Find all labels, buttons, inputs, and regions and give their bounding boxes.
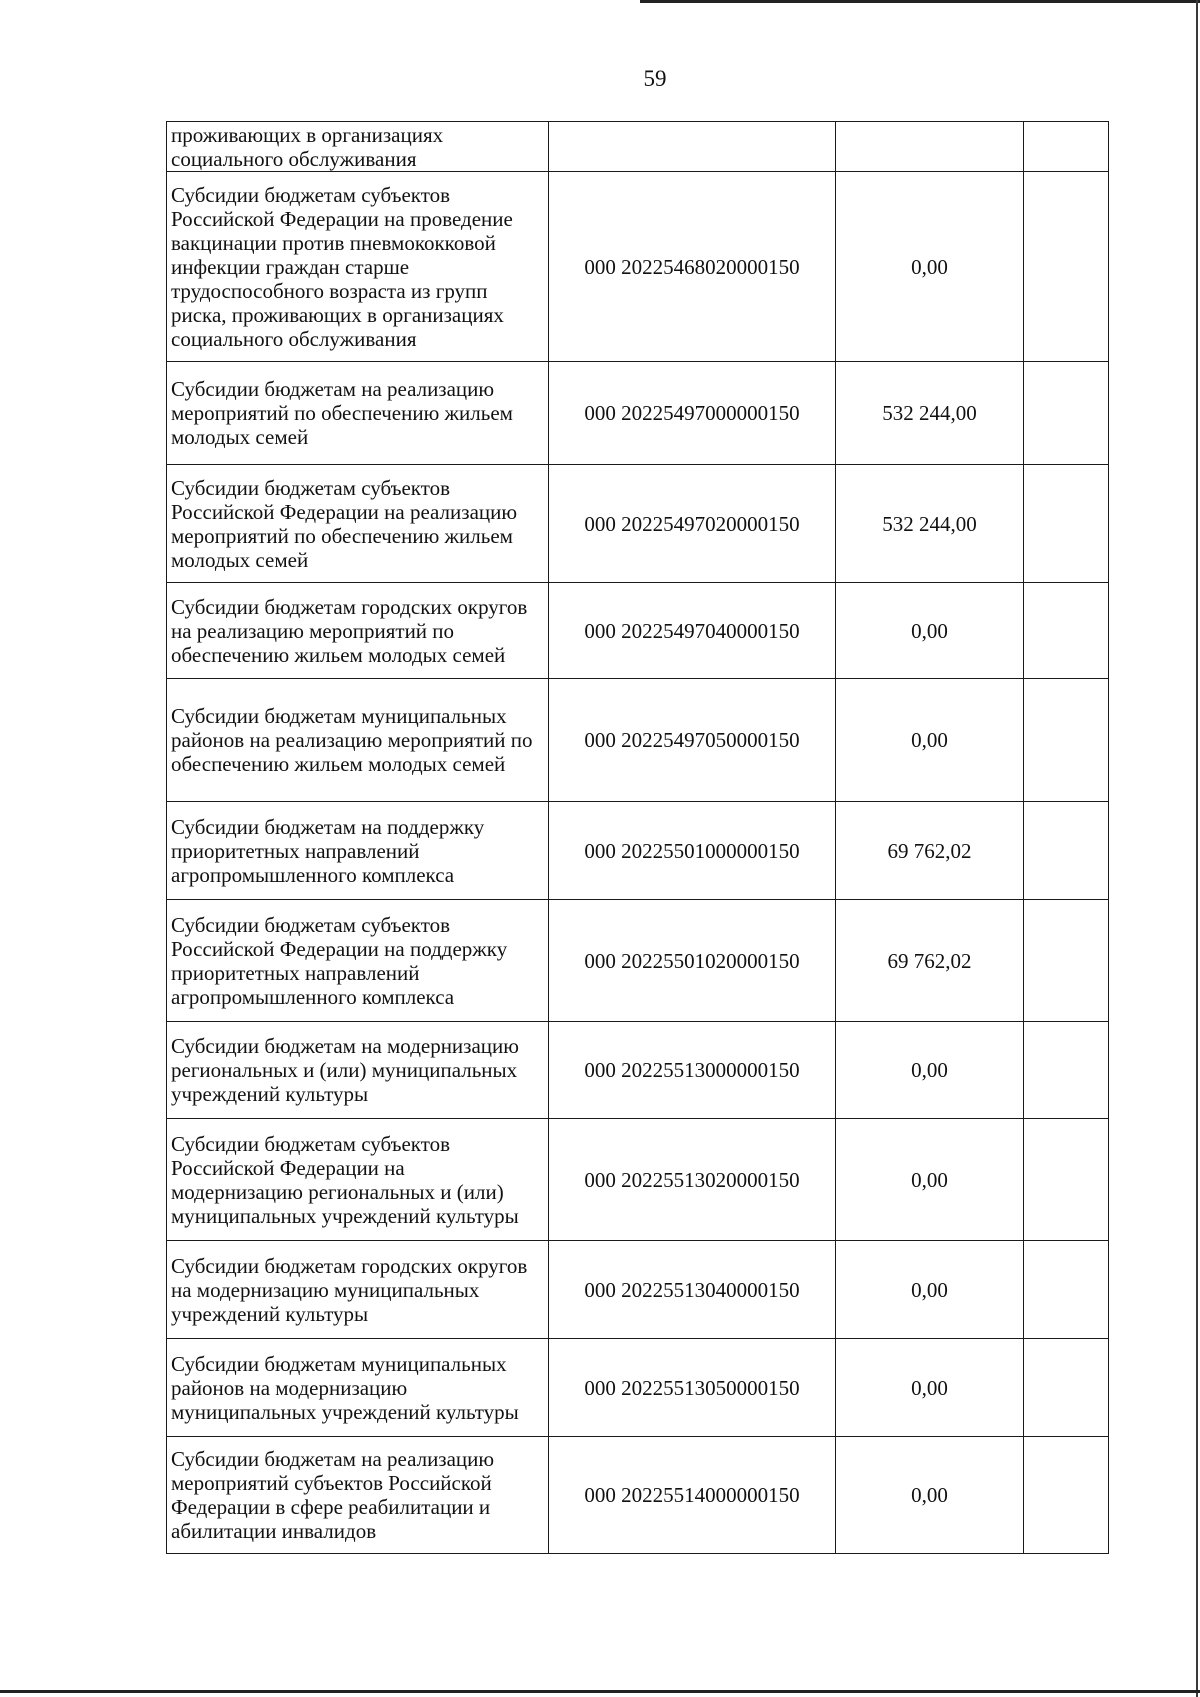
- table-cell-code: 000 20225513020000150: [549, 1119, 836, 1241]
- table-cell-name: Субсидии бюджетам на модернизацию региональных и (или) муниципальных учреждений культуры: [167, 1022, 549, 1119]
- table-row: [167, 122, 1109, 172]
- table-cell-code: 000 20225514000000150: [549, 1437, 836, 1554]
- scan-edge-right: [1196, 0, 1198, 1697]
- table-cell-extra: [1024, 122, 1109, 172]
- table-row: [167, 802, 1109, 900]
- table-cell-amount: 0,00: [836, 1022, 1024, 1119]
- table-row: [167, 1339, 1109, 1437]
- table-cell-name: Субсидии бюджетам городских округов на реализацию мероприятий по обеспечению жильем молодых семей: [167, 583, 549, 679]
- table-cell-name: Субсидии бюджетам субъектов Российской Федерации на поддержку приоритетных направлений агропромышленного комплекса: [167, 900, 549, 1022]
- table-row: [167, 679, 1109, 802]
- table-cell-name: Субсидии бюджетам на поддержку приоритетных направлений агропромышленного комплекса: [167, 802, 549, 900]
- table-cell-code: 000 20225497040000150: [549, 583, 836, 679]
- table-cell-code: 000 20225497000000150: [549, 362, 836, 465]
- table-cell-amount: [836, 122, 1024, 172]
- table-cell-extra: [1024, 465, 1109, 583]
- table-cell-name: проживающих в организациях социального обслуживания: [167, 122, 549, 172]
- table-cell-extra: [1024, 1241, 1109, 1339]
- table-row: [167, 1241, 1109, 1339]
- table-cell-amount: 0,00: [836, 1119, 1024, 1241]
- table-cell-amount: 0,00: [836, 1437, 1024, 1554]
- table-cell-extra: [1024, 1119, 1109, 1241]
- table-cell-code: 000 20225468020000150: [549, 172, 836, 362]
- table-cell-code: 000 20225501020000150: [549, 900, 836, 1022]
- page-number: 59: [643, 66, 667, 91]
- table-cell-code: 000 20225513000000150: [549, 1022, 836, 1119]
- table-cell-extra: [1024, 1022, 1109, 1119]
- table-cell-extra: [1024, 679, 1109, 802]
- table-cell-amount: 0,00: [836, 1339, 1024, 1437]
- table-cell-name: Субсидии бюджетам муниципальных районов на реализацию мероприятий по обеспечению жильем молодых семей: [167, 679, 549, 802]
- table-cell-amount: 532 244,00: [836, 465, 1024, 583]
- table-cell-amount: 0,00: [836, 679, 1024, 802]
- table-cell-amount: 0,00: [836, 583, 1024, 679]
- table-row: [167, 583, 1109, 679]
- table-row: [167, 900, 1109, 1022]
- table-row: [167, 362, 1109, 465]
- table-cell-name: Субсидии бюджетам субъектов Российской Федерации на реализацию мероприятий по обеспечению жильем молодых семей: [167, 465, 549, 583]
- table-cell-name: Субсидии бюджетам субъектов Российской Федерации на модернизацию региональных и (или) муниципальных учреждений культуры: [167, 1119, 549, 1241]
- table-row: [167, 1022, 1109, 1119]
- table-cell-amount: 0,00: [836, 1241, 1024, 1339]
- budget-table: [166, 121, 1109, 1554]
- table-row: [167, 465, 1109, 583]
- table-cell-code: 000 20225497050000150: [549, 679, 836, 802]
- table-cell-extra: [1024, 802, 1109, 900]
- table-cell-amount: 0,00: [836, 172, 1024, 362]
- table-cell-code: 000 20225501000000150: [549, 802, 836, 900]
- table-cell-extra: [1024, 1437, 1109, 1554]
- table-cell-extra: [1024, 900, 1109, 1022]
- scan-edge-bottom: [0, 1690, 1200, 1693]
- scan-edge-top: [640, 0, 1200, 3]
- table-cell-name: Субсидии бюджетам субъектов Российской Федерации на проведение вакцинации против пневмококковой инфекции граждан старше трудоспособного возраста из групп риска, проживающих в организациях социального обслуживания: [167, 172, 549, 362]
- table-cell-amount: 69 762,02: [836, 802, 1024, 900]
- table-cell-amount: 69 762,02: [836, 900, 1024, 1022]
- table-cell-amount: 532 244,00: [836, 362, 1024, 465]
- table-cell-name: Субсидии бюджетам муниципальных районов на модернизацию муниципальных учреждений культуры: [167, 1339, 549, 1437]
- table-row: [167, 1119, 1109, 1241]
- table-cell-code: 000 20225513050000150: [549, 1339, 836, 1437]
- table-cell-name: Субсидии бюджетам на реализацию мероприятий по обеспечению жильем молодых семей: [167, 362, 549, 465]
- table-cell-name: Субсидии бюджетам на реализацию мероприятий субъектов Российской Федерации в сфере реабилитации и абилитации инвалидов: [167, 1437, 549, 1554]
- table-cell-code: 000 20225513040000150: [549, 1241, 836, 1339]
- table-cell-extra: [1024, 1339, 1109, 1437]
- table-cell-extra: [1024, 362, 1109, 465]
- table-row: [167, 1437, 1109, 1554]
- table-cell-extra: [1024, 583, 1109, 679]
- table-cell-code: 000 20225497020000150: [549, 465, 836, 583]
- table-cell-name: Субсидии бюджетам городских округов на модернизацию муниципальных учреждений культуры: [167, 1241, 549, 1339]
- table-row: [167, 172, 1109, 362]
- table-cell-code: [549, 122, 836, 172]
- table-cell-extra: [1024, 172, 1109, 362]
